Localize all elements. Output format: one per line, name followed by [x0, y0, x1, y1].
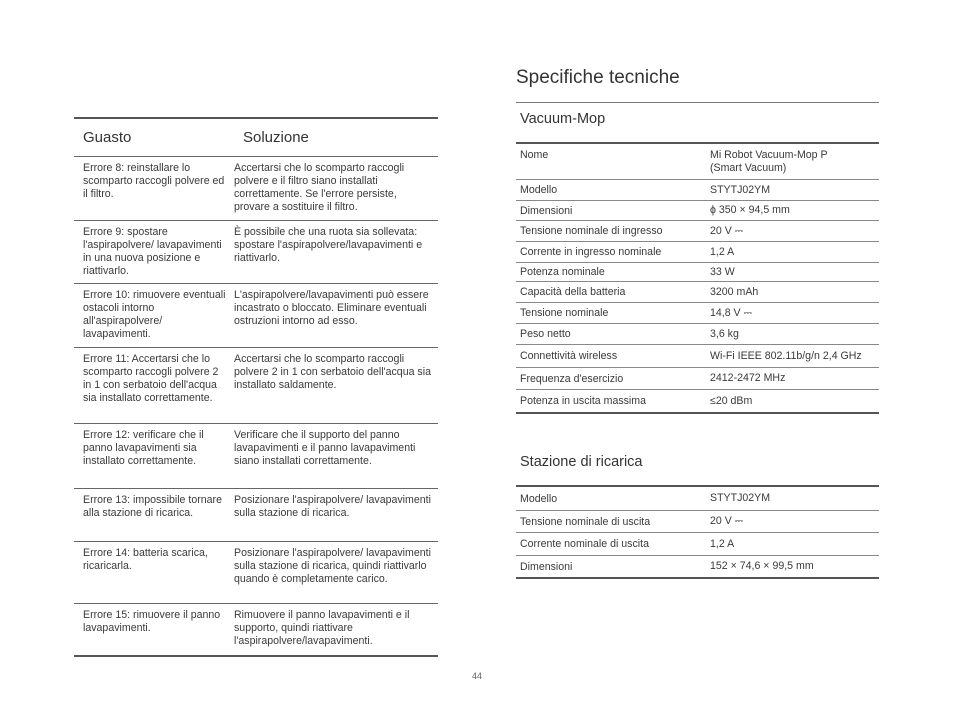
table-row: [74, 283, 438, 347]
spec-value: STYTJ02YM: [710, 183, 771, 196]
solution-cell: Rimuovere il panno lavapavimenti e il supporto, quindi riattivare l'aspirapolvere/lavapavimenti.: [234, 609, 410, 647]
spec-key: Dimensioni: [520, 204, 573, 217]
vacuum-mop-spec-table: [516, 142, 879, 414]
spec-key: Tensione nominale: [520, 307, 609, 319]
spec-key: Nome: [520, 149, 549, 161]
spec-value: Wi-Fi IEEE 802.11b/g/n 2,4 GHz: [710, 349, 862, 362]
solution-cell: L'aspirapolvere/lavapavimenti può essere incastrato o bloccato. Eliminare eventuali ostruzioni intorno ad esso.: [234, 289, 429, 327]
table-row: [74, 347, 438, 423]
page-title: Specifiche tecniche: [516, 67, 680, 88]
spec-value: STYTJ02YM: [710, 492, 771, 504]
spec-row: [516, 344, 879, 367]
spec-value: 20 V ⎓: [710, 224, 744, 237]
fault-column-header: Guasto: [83, 129, 132, 146]
solution-cell: Posizionare l'aspirapolvere/ lavapavimenti sulla stazione di ricarica.: [234, 494, 431, 519]
table-bottom-rule: [516, 577, 879, 579]
spec-key: Corrente nominale di uscita: [520, 538, 649, 550]
spec-row: [516, 179, 879, 200]
solution-cell: È possibile che una ruota sia sollevata: spostare l'aspirapolvere/lavapavimenti e riattivarlo.: [234, 226, 423, 264]
spec-row: [516, 532, 879, 555]
spec-value: 3,6 kg: [710, 327, 739, 340]
spec-key: Capacità della batteria: [520, 286, 626, 298]
table-row: [74, 423, 438, 488]
spec-key: Tensione nominale di uscita: [520, 515, 651, 528]
spec-row: [516, 262, 879, 281]
table-row: [74, 603, 438, 655]
fault-cell: Errore 10: rimuovere eventuali ostacoli intorno all'aspirapolvere/ lavapavimenti.: [83, 289, 226, 340]
fault-cell: Errore 8: reinstallare lo scomparto raccogli polvere ed il filtro.: [83, 162, 225, 200]
solution-cell: Verificare che il supporto del panno lavapavimenti e il panno lavapavimenti siano installati correttamente.: [234, 429, 416, 467]
table-row: [74, 156, 438, 220]
table-bottom-rule: [74, 655, 438, 657]
spec-row: [516, 302, 879, 323]
spec-key: Dimensioni: [520, 560, 573, 573]
spec-row: [516, 323, 879, 344]
solution-cell: Accertarsi che lo scomparto raccogli polvere 2 in 1 con serbatoio dell'acqua sia installato saldamente.: [234, 353, 431, 391]
spec-key: Frequenza d'esercizio: [520, 372, 624, 385]
spec-value: 3200 mAh: [710, 285, 759, 298]
spec-key: Tensione nominale di ingresso: [520, 225, 663, 237]
fault-cell: Errore 13: impossibile tornare alla stazione di ricarica.: [83, 494, 222, 519]
spec-row: [516, 281, 879, 302]
solution-column-header: Soluzione: [243, 129, 309, 146]
table-bottom-rule: [516, 412, 879, 414]
spec-value: 20 V ⎓: [710, 515, 744, 527]
fault-cell: Errore 14: batteria scarica, ricaricarla.: [83, 547, 208, 572]
fault-cell: Errore 9: spostare l'aspirapolvere/ lavapavimenti in una nuova posizione e riattivarlo.: [83, 226, 222, 277]
table-row: [74, 220, 438, 283]
spec-value: 14,8 V ⎓: [710, 306, 753, 319]
spec-value: ≤20 dBm: [710, 394, 753, 407]
spec-key: Modello: [520, 184, 558, 196]
spec-value: 2412-2472 MHz: [710, 372, 786, 384]
charging-station-spec-table: [516, 485, 879, 579]
spec-value: 1,2 A: [710, 245, 735, 258]
troubleshooting-table: [74, 117, 438, 657]
spec-value: Mi Robot Vacuum-Mop P (Smart Vacuum): [710, 149, 828, 174]
spec-row: [516, 367, 879, 389]
solution-cell: Accertarsi che lo scomparto raccogli polvere e il filtro siano installati correttamente. Se l'errore persiste, provare a sostituire il filtro.: [234, 162, 405, 213]
page-number: 44: [471, 671, 482, 681]
spec-row: [516, 555, 879, 577]
table-header: [74, 119, 438, 156]
table-row: [74, 541, 438, 603]
solution-cell: Posizionare l'aspirapolvere/ lavapavimenti sulla stazione di ricarica, quindi riattivarlo quando è completamente carico.: [234, 547, 431, 585]
spec-value: 1,2 A: [710, 537, 735, 550]
spec-row: [516, 200, 879, 220]
vacuum-mop-section-title: Vacuum-Mop: [520, 111, 606, 127]
spec-key: Corrente in ingresso nominale: [520, 246, 662, 258]
spec-row: [516, 510, 879, 532]
fault-cell: Errore 12: verificare che il panno lavapavimenti sia installato correttamente.: [83, 429, 204, 467]
spec-row: [516, 220, 879, 241]
spec-row: [516, 389, 879, 412]
spec-key: Peso netto: [520, 328, 571, 340]
title-divider: [516, 102, 879, 103]
spec-row: [516, 241, 879, 262]
fault-cell: Errore 15: rimuovere il panno lavapavimenti.: [83, 609, 221, 634]
table-row: [74, 488, 438, 541]
spec-value: 33 W: [710, 265, 735, 278]
spec-key: Connettività wireless: [520, 350, 618, 362]
spec-row: [516, 487, 879, 510]
fault-cell: Errore 11: Accertarsi che lo scomparto raccogli polvere 2 in 1 con serbatoio dell'acqua sia installato correttamente.: [83, 353, 219, 404]
spec-key: Potenza in uscita massima: [520, 395, 647, 407]
spec-key: Potenza nominale: [520, 266, 605, 278]
spec-row: [516, 144, 879, 179]
spec-value: ϕ 350 × 94,5 mm: [710, 204, 790, 216]
spec-key: Modello: [520, 492, 558, 505]
charging-station-section-title: Stazione di ricarica: [520, 454, 643, 470]
spec-value: 152 × 74,6 × 99,5 mm: [710, 560, 814, 572]
